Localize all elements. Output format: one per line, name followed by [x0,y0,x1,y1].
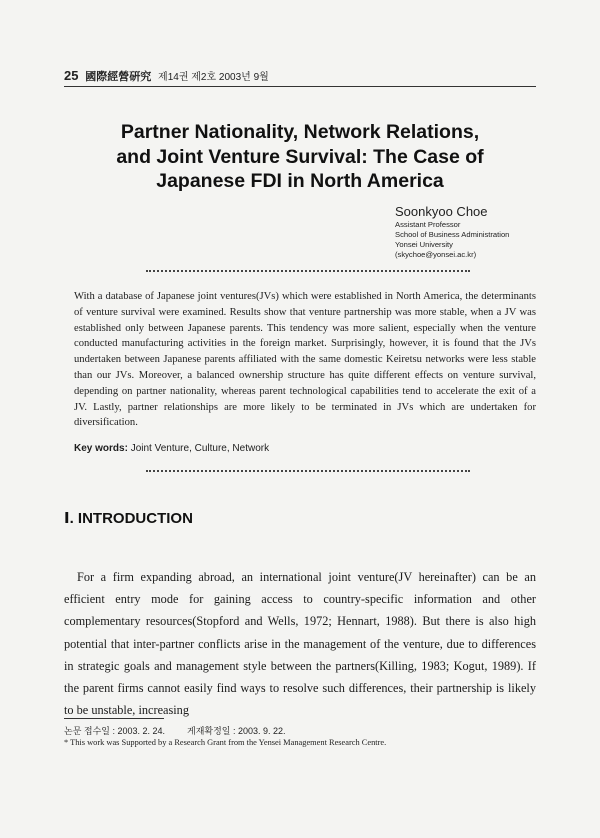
author-school: School of Business Administration [395,230,510,239]
title-line: and Joint Venture Survival: The Case of [116,145,484,168]
author-name: Soonkyoo Choe [395,204,488,219]
journal-name: 國際經營硏究 [85,71,152,83]
page-number: 25 [64,68,79,83]
paper-title [60,120,540,194]
dotted-divider-top [146,270,470,272]
title-line: Partner Nationality, Network Relations, [120,121,480,143]
keywords-label: Key words [74,443,125,454]
header-rule [64,86,536,87]
author-position: Assistant Professor [395,220,461,229]
accepted-date: 게재확정일 : 2003. 9. 22. [187,726,286,736]
funding-note: * This work was Supported by a Research Grant from the Yensei Management Research Centre. [64,738,387,747]
footnote-rule [64,718,164,719]
author-university: Yonsei University [395,240,453,249]
received-date: 논문 접수일 : 2003. 2. 24. [64,726,166,736]
title-line: Japanese FDI in North America [156,170,444,192]
body-text [64,566,536,721]
keywords-values: Joint Venture, Culture, Network [130,443,270,454]
section-heading: Ⅰ. INTRODUCTION [64,510,193,527]
keywords: Key words: Joint Venture, Culture, Network [74,443,270,454]
abstract: With a database of Japanese joint ventures(JVs) which were established in North America, the determinants of venture survival were examined. Results show that venture partnership was more stable, when a JV was established only between Japanese parents. This tendency was more salient, especially when the venture conducted manufacturing activities in the foreign market. Surprisingly, however, it is found that the JVs undertaken between Japanese parents affiliated with the same domestic Keiretsu networks were less stable than our JVs. Moreover, a balanced ownership structure has quite different effects on venture survival, depending on partner nationality, whereas parent technological capabilities tend to accelerate the exit of a JV. Lastly, partner relationships are more likely to be terminated in JVs which are undertaken for diversification. [74,291,536,429]
footnote-dates [64,724,286,737]
body-paragraph: For a firm expanding abroad, an international joint venture(JV hereinafter) can be an efficient entry mode for gaining access to country-specific information and other complementary resources(Stopford and Wells, 1972; Hennart, 1988). But there is also high potential that inter-partner conflicts arise in the management of the venture, due to differences in strategic goals and management style between the partners(Killing, 1983; Kogut, 1989). If the parent firms cannot easily find ways to resolve such differences, their partnership is likely to be unstable, increasing [64,570,536,718]
running-head [64,68,269,84]
issue-info: 제14권 제2호 2003년 9월 [158,72,269,83]
dotted-divider-bottom [146,470,470,472]
author-block [395,204,555,260]
author-email: (skychoe@yonsei.ac.kr) [395,250,477,259]
